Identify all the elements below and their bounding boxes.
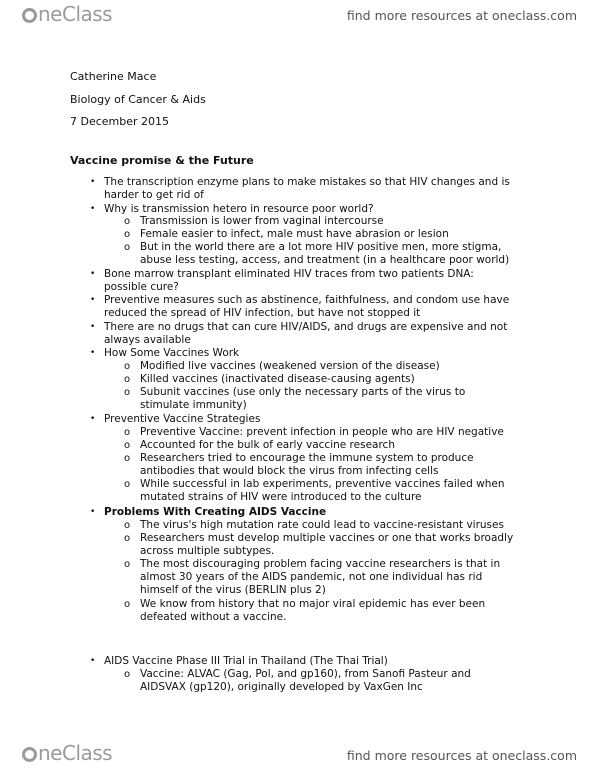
note-line: We know from history that no major viral epidemic has ever been: [140, 598, 486, 610]
note-line: The virus's high mutation rate could lead to vaccine-resistant viruses: [140, 519, 504, 531]
subsection-heading: Problems With Creating AIDS Vaccine: [104, 506, 327, 518]
sub-bullet-icon: o: [124, 427, 131, 438]
resources-link[interactable]: find more resources at oneclass.com: [346, 8, 577, 23]
note-line: Transmission is lower from vaginal intercourse: [140, 215, 384, 227]
resources-link-footer[interactable]: find more resources at oneclass.com: [346, 748, 577, 763]
note-line: mutated strains of HIV were introduced to the culture: [140, 491, 422, 503]
note-line: Preventive Vaccine Strategies: [104, 413, 261, 425]
oneclass-logo: [22, 2, 112, 26]
section-title: Vaccine promise & the Future: [70, 154, 254, 167]
bullet-icon: •: [90, 322, 96, 332]
sub-bullet-icon: o: [124, 520, 131, 531]
note-line: Why is transmission hetero in resource poor world?: [104, 203, 374, 215]
bullet-icon: •: [90, 177, 96, 187]
note-line: Researchers must develop multiple vaccines or one that works broadly: [140, 532, 514, 544]
sub-bullet-icon: o: [124, 361, 131, 372]
oneclass-logo-footer: [22, 741, 112, 765]
note-line: Female easier to infect, male must have abrasion or lesion: [140, 228, 449, 240]
note-line: How Some Vaccines Work: [104, 347, 240, 359]
sub-bullet-icon: o: [124, 374, 131, 385]
logo-text: neClass: [38, 2, 113, 26]
logo-o-icon: [22, 8, 37, 23]
note-line: always available: [104, 334, 191, 346]
note-line: Bone marrow transplant eliminated HIV traces from two patients DNA:: [104, 268, 474, 280]
note-line: Preventive measures such as abstinence, faithfulness, and condom use have: [104, 294, 510, 306]
note-line: The most discouraging problem facing vaccine researchers is that in: [140, 558, 501, 570]
logo-o-icon: [22, 747, 37, 762]
logo-text: neClass: [38, 741, 113, 765]
sub-bullet-icon: o: [124, 229, 131, 240]
author-name: Catherine Mace: [70, 70, 157, 83]
bullet-icon: •: [90, 204, 96, 214]
bullet-icon: •: [90, 348, 96, 358]
note-line: reduced the spread of HIV infection, but have not stopped it: [104, 307, 421, 319]
note-line: abuse less testing, access, and treatment (in a healthcare poor world): [140, 254, 510, 266]
bullet-icon: •: [90, 414, 96, 424]
note-line: Modified live vaccines (weakened version of the disease): [140, 360, 440, 372]
note-line: AIDS Vaccine Phase III Trial in Thailand (The Thai Trial): [104, 655, 388, 667]
note-line: AIDSVAX (gp120), originally developed by VaxGen Inc: [140, 681, 423, 693]
note-line: across multiple subtypes.: [140, 545, 275, 557]
bullet-icon: •: [90, 656, 96, 666]
note-line: possible cure?: [104, 281, 179, 293]
note-line: Researchers tried to encourage the immune system to produce: [140, 452, 474, 464]
sub-bullet-icon: o: [124, 599, 131, 610]
note-line: The transcription enzyme plans to make mistakes so that HIV changes and is: [104, 176, 510, 188]
note-line: antibodies that would block the virus from infecting cells: [140, 465, 439, 477]
note-line: himself of the virus (BERLIN plus 2): [140, 584, 326, 596]
note-line: stimulate immunity): [140, 399, 247, 411]
document-date: 7 December 2015: [70, 115, 170, 128]
sub-bullet-icon: o: [124, 440, 131, 451]
note-line: Accounted for the bulk of early vaccine research: [140, 439, 395, 451]
bullet-icon: •: [90, 507, 96, 517]
note-line: But in the world there are a lot more HIV positive men, more stigma,: [140, 241, 502, 253]
bullet-icon: •: [90, 295, 96, 305]
note-line: Vaccine: ALVAC (Gag, Pol, and gp160), from Sanofi Pasteur and: [140, 668, 471, 680]
sub-bullet-icon: o: [124, 479, 131, 490]
sub-bullet-icon: o: [124, 242, 131, 253]
sub-bullet-icon: o: [124, 669, 131, 680]
sub-bullet-icon: o: [124, 559, 131, 570]
sub-bullet-icon: o: [124, 453, 131, 464]
course-name: Biology of Cancer & Aids: [70, 93, 206, 106]
bullet-icon: •: [90, 269, 96, 279]
note-line: harder to get rid of: [104, 189, 204, 201]
note-line: While successful in lab experiments, preventive vaccines failed when: [140, 478, 505, 490]
note-line: almost 30 years of the AIDS pandemic, not one individual has rid: [140, 571, 483, 583]
note-line: Preventive Vaccine: prevent infection in people who are HIV negative: [140, 426, 504, 438]
note-line: There are no drugs that can cure HIV/AIDS, and drugs are expensive and not: [104, 321, 508, 333]
sub-bullet-icon: o: [124, 533, 131, 544]
note-line: defeated without a vaccine.: [140, 611, 287, 623]
sub-bullet-icon: o: [124, 216, 131, 227]
note-line: Killed vaccines (inactivated disease-causing agents): [140, 373, 415, 385]
note-line: Subunit vaccines (use only the necessary parts of the virus to: [140, 386, 466, 398]
sub-bullet-icon: o: [124, 387, 131, 398]
